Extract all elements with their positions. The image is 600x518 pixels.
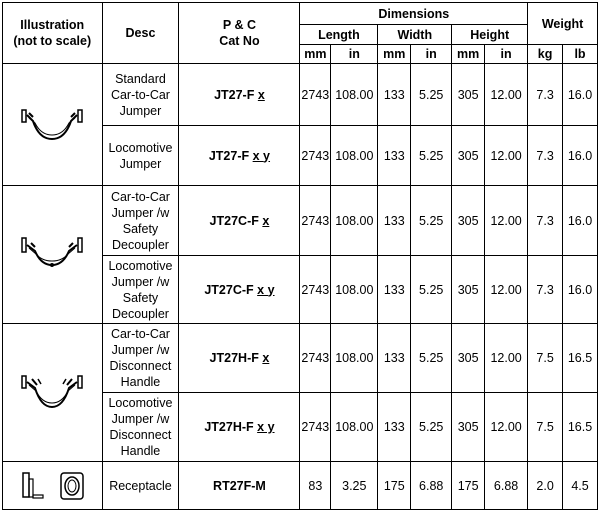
lb-cell: 4.5 — [563, 462, 598, 510]
width-in-cell: 5.25 — [411, 126, 452, 186]
height-mm-cell: 305 — [452, 64, 485, 126]
length-in-cell: 108.00 — [331, 324, 378, 393]
width-mm-cell: 175 — [378, 462, 411, 510]
width-mm-cell: 133 — [378, 393, 411, 462]
height-in-cell: 12.00 — [485, 64, 528, 126]
length-mm-cell: 2743 — [300, 393, 331, 462]
cat-number: JT27-F — [208, 148, 250, 163]
kg-cell: 7.3 — [528, 186, 563, 256]
lb-header: lb — [563, 45, 598, 64]
illustration-cell — [3, 324, 103, 462]
desc-cell: Car-to-Car Jumper /w Disconnect Handle — [102, 324, 179, 393]
standard-jumper-icon — [17, 105, 87, 145]
lb-cell: 16.0 — [563, 256, 598, 324]
cat-cell — [179, 393, 300, 462]
lb-cell: 16.5 — [563, 324, 598, 393]
cat-suffix: x — [257, 87, 265, 102]
cat-number: JT27C-F — [209, 213, 259, 228]
cat-suffix: x — [262, 213, 270, 228]
table-row — [3, 64, 598, 126]
cat-number: JT27-F — [214, 87, 255, 102]
cat-suffix: x y — [252, 148, 271, 163]
height-in-cell: 6.88 — [485, 462, 528, 510]
height-in-cell: 12.00 — [485, 126, 528, 186]
kg-cell: 7.5 — [528, 393, 563, 462]
desc-cell: Locomotive Jumper /w Disconnect Handle — [102, 393, 179, 462]
kg-header: kg — [528, 45, 563, 64]
height-in-cell: 12.00 — [485, 324, 528, 393]
cat-suffix: x y — [257, 420, 275, 434]
width-header: Width — [378, 25, 452, 45]
cat-cell — [179, 324, 300, 393]
width-mm-header: mm — [378, 45, 411, 64]
height-mm-cell: 305 — [452, 324, 485, 393]
height-header: Height — [452, 25, 528, 45]
spec-table — [2, 2, 598, 510]
table-row — [3, 462, 598, 510]
desc-cell: Car-to-Car Jumper /w Safety Decoupler — [102, 186, 179, 256]
width-in-cell: 5.25 — [411, 64, 452, 126]
dimensions-header: Dimensions — [300, 3, 528, 25]
height-mm-header: mm — [452, 45, 485, 64]
table-row — [3, 186, 598, 256]
height-in-cell: 12.00 — [485, 256, 528, 324]
cat-cell — [179, 462, 300, 510]
disconnect-handle-jumper-icon — [17, 373, 87, 413]
cat-header — [179, 3, 300, 64]
desc-cell: Locomotive Jumper — [102, 126, 179, 186]
kg-cell: 7.3 — [528, 64, 563, 126]
length-mm-cell: 2743 — [300, 256, 331, 324]
desc-cell: Locomotive Jumper /w Safety Decoupler — [102, 256, 179, 324]
width-mm-cell: 133 — [378, 126, 411, 186]
height-mm-cell: 175 — [452, 462, 485, 510]
height-in-cell: 12.00 — [485, 186, 528, 256]
length-header: Length — [300, 25, 378, 45]
length-in-cell: 3.25 — [331, 462, 378, 510]
illustration-cell — [3, 186, 103, 324]
length-mm-header: mm — [300, 45, 331, 64]
width-in-cell: 5.25 — [411, 256, 452, 324]
cat-cell — [179, 186, 300, 256]
length-mm-cell: 2743 — [300, 64, 331, 126]
lb-cell: 16.5 — [563, 393, 598, 462]
width-in-cell: 6.88 — [411, 462, 452, 510]
desc-cell: Standard Car-to-Car Jumper — [102, 64, 179, 126]
receptacle-icon — [17, 469, 87, 503]
length-in-cell: 108.00 — [331, 126, 378, 186]
desc-cell: Receptacle — [102, 462, 179, 510]
width-mm-cell: 133 — [378, 324, 411, 393]
cat-number: JT27H-F — [204, 420, 254, 434]
height-mm-cell: 305 — [452, 393, 485, 462]
kg-cell: 2.0 — [528, 462, 563, 510]
length-in-cell: 108.00 — [331, 256, 378, 324]
width-mm-cell: 133 — [378, 186, 411, 256]
table-row — [3, 324, 598, 393]
length-mm-cell: 2743 — [300, 126, 331, 186]
cat-cell — [179, 64, 300, 126]
length-in-cell: 108.00 — [331, 186, 378, 256]
height-in-cell: 12.00 — [485, 393, 528, 462]
length-mm-cell: 2743 — [300, 186, 331, 256]
cat-cell — [179, 256, 300, 324]
kg-cell: 7.3 — [528, 256, 563, 324]
desc-header: Desc — [102, 3, 179, 64]
cat-header-line2: Cat No — [219, 34, 260, 48]
length-in-header: in — [331, 45, 378, 64]
width-in-cell: 5.25 — [411, 186, 452, 256]
cat-number: RT27F-M — [213, 478, 266, 493]
width-mm-cell: 133 — [378, 64, 411, 126]
height-in-header: in — [485, 45, 528, 64]
length-mm-cell: 2743 — [300, 324, 331, 393]
width-in-cell: 5.25 — [411, 324, 452, 393]
cat-number: JT27C-F — [204, 282, 254, 297]
width-in-header: in — [411, 45, 452, 64]
kg-cell: 7.5 — [528, 324, 563, 393]
cat-number: JT27H-F — [209, 351, 259, 365]
length-in-cell: 108.00 — [331, 64, 378, 126]
kg-cell: 7.3 — [528, 126, 563, 186]
illustration-header: Illustration (not to scale) — [3, 3, 103, 64]
cat-suffix: x y — [257, 282, 275, 297]
length-mm-cell: 83 — [300, 462, 331, 510]
length-in-cell: 108.00 — [331, 393, 378, 462]
cat-cell — [179, 126, 300, 186]
illustration-cell — [3, 64, 103, 186]
lb-cell: 16.0 — [563, 186, 598, 256]
width-mm-cell: 133 — [378, 256, 411, 324]
height-mm-cell: 305 — [452, 186, 485, 256]
height-mm-cell: 305 — [452, 126, 485, 186]
decoupler-jumper-icon — [17, 235, 87, 275]
lb-cell: 16.0 — [563, 126, 598, 186]
cat-suffix: x — [262, 351, 270, 365]
illustration-cell — [3, 462, 103, 510]
cat-header-line1: P & C — [222, 18, 256, 32]
lb-cell: 16.0 — [563, 64, 598, 126]
height-mm-cell: 305 — [452, 256, 485, 324]
width-in-cell: 5.25 — [411, 393, 452, 462]
weight-header: Weight — [528, 3, 598, 45]
